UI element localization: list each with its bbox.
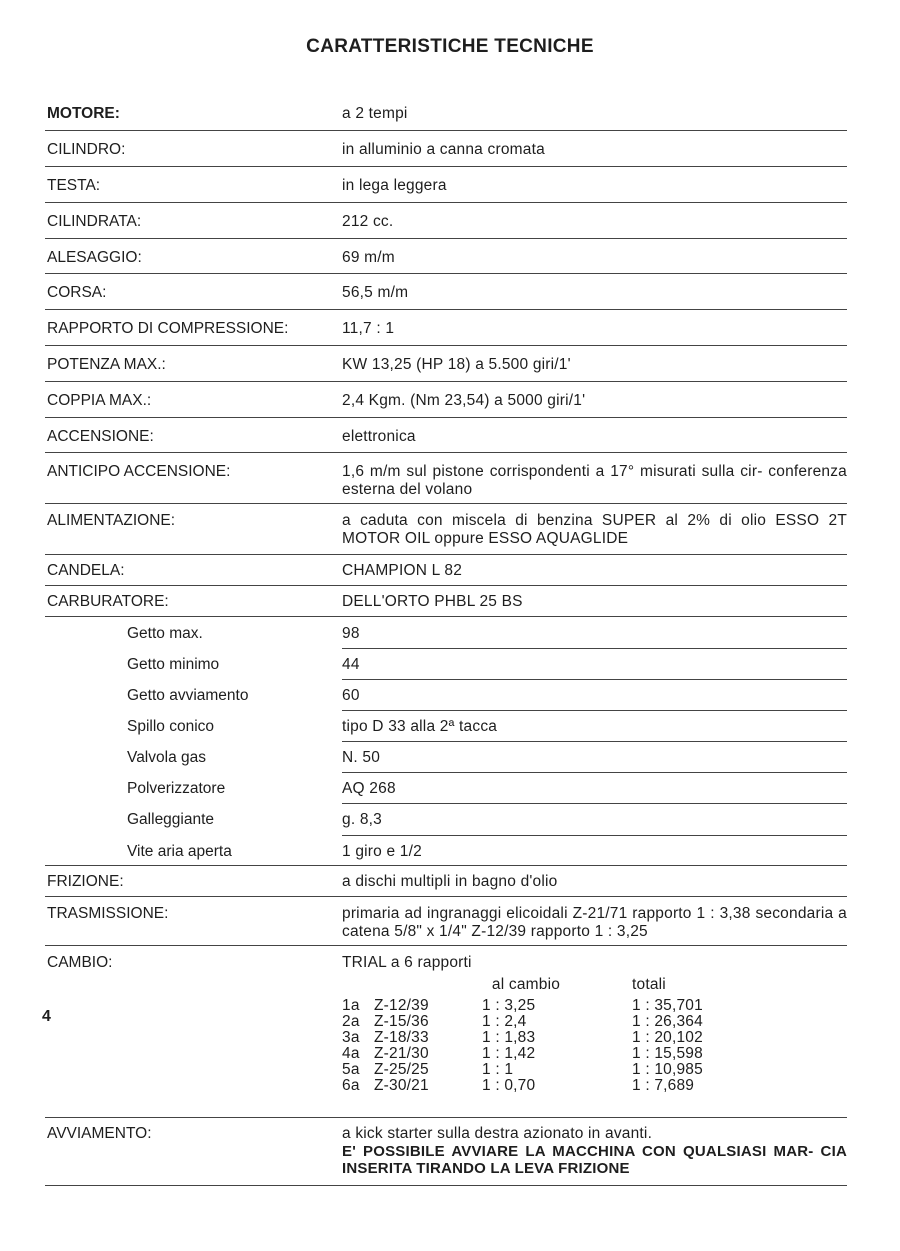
- spec-row: [45, 167, 847, 203]
- spec-label: CILINDRATA:: [47, 213, 142, 230]
- spec-value: 69 m/m: [342, 249, 395, 266]
- gear-teeth: Z-21/30: [374, 1045, 429, 1062]
- gear-row: [342, 998, 847, 1014]
- spec-label: ACCENSIONE:: [47, 428, 154, 445]
- spec-row: [45, 93, 847, 131]
- spec-row: [45, 382, 847, 418]
- spec-value: KW 13,25 (HP 18) a 5.500 giri/1': [342, 356, 571, 373]
- spec-value: a kick starter sulla destra azionato in avanti.: [342, 1125, 653, 1142]
- gear-row: [342, 1062, 847, 1078]
- spec-value: a dischi multipli in bagno d'olio: [342, 873, 558, 890]
- spec-label: Getto minimo: [127, 656, 220, 673]
- spec-value: AQ 268: [342, 780, 847, 804]
- spec-label: CILINDRO:: [47, 141, 126, 158]
- spec-row: [45, 239, 847, 274]
- gearbox-row: [45, 946, 847, 1118]
- spec-label: CAMBIO:: [47, 954, 113, 971]
- gear-total: 1 : 10,985: [632, 1061, 703, 1078]
- spec-label: ALIMENTAZIONE:: [47, 512, 176, 529]
- gear-number: 1a: [342, 997, 360, 1014]
- spec-label: CANDELA:: [47, 562, 125, 579]
- spec-label: FRIZIONE:: [47, 873, 124, 890]
- spec-value: 11,7 : 1: [342, 320, 395, 337]
- gear-number: 6a: [342, 1077, 360, 1094]
- spec-label: TESTA:: [47, 177, 101, 194]
- gear-total: 1 : 7,689: [632, 1077, 695, 1094]
- spec-value: 98: [342, 625, 847, 649]
- spec-row: [45, 897, 847, 946]
- spec-value: a caduta con miscela di benzina SUPER al 2% di olio ESSO 2T MOTOR OIL oppure ESSO AQUAGLIDE: [342, 512, 847, 547]
- spec-row: [45, 710, 847, 741]
- spec-value: 212 cc.: [342, 213, 394, 230]
- spec-value: 44: [342, 656, 847, 680]
- spec-value: CHAMPION L 82: [342, 562, 463, 579]
- gear-number: 5a: [342, 1061, 360, 1078]
- spec-value: a 2 tempi: [342, 105, 408, 122]
- gear-total: 1 : 35,701: [632, 997, 703, 1014]
- spec-row: [45, 803, 847, 835]
- spec-value: in alluminio a canna cromata: [342, 141, 545, 158]
- gearbox-header: [342, 976, 847, 994]
- spec-row: [45, 555, 847, 586]
- gear-row: [342, 1030, 847, 1046]
- spec-value: 56,5 m/m: [342, 284, 409, 301]
- spec-value: DELL'ORTO PHBL 25 BS: [342, 593, 523, 610]
- spec-row: [45, 648, 847, 679]
- gear-number: 3a: [342, 1029, 360, 1046]
- spec-label: POTENZA MAX.:: [47, 356, 166, 373]
- spec-row: [45, 835, 847, 866]
- spec-label: RAPPORTO DI COMPRESSIONE:: [47, 320, 289, 337]
- gear-row: [342, 1078, 847, 1094]
- spec-row: [45, 741, 847, 772]
- gearbox-intro: TRIAL a 6 rapporti: [342, 954, 472, 971]
- gear-list: [342, 998, 847, 1094]
- spec-value: g. 8,3: [342, 811, 847, 836]
- gearbox-block: [342, 954, 847, 1117]
- starting-note: E' POSSIBILE AVVIARE LA MACCHINA CON QUALSIASI MAR- CIA INSERITA TIRANDO LA LEVA FRIZIONE: [342, 1143, 847, 1177]
- spec-row: [45, 453, 847, 504]
- spec-value: N. 50: [342, 749, 847, 773]
- spec-value: 2,4 Kgm. (Nm 23,54) a 5000 giri/1': [342, 392, 586, 409]
- spec-value: 1 giro e 1/2: [342, 843, 422, 860]
- gear-ratio: 1 : 0,70: [482, 1077, 536, 1094]
- spec-row: [45, 1118, 847, 1186]
- spec-row: [45, 310, 847, 346]
- spec-label: Vite aria aperta: [127, 843, 232, 860]
- page-title: CARATTERISTICHE TECNICHE: [306, 36, 594, 57]
- spec-value: tipo D 33 alla 2ª tacca: [342, 718, 847, 742]
- spec-label: AVVIAMENTO:: [47, 1125, 152, 1142]
- gear-number: 4a: [342, 1045, 360, 1062]
- spec-label: Spillo conico: [127, 718, 215, 735]
- gear-row: [342, 1046, 847, 1062]
- spec-label: Polverizzatore: [127, 780, 226, 797]
- spec-label: TRASMISSIONE:: [47, 905, 169, 922]
- spec-row: [45, 274, 847, 310]
- page-number: 4: [42, 1008, 51, 1025]
- gear-number: 2a: [342, 1013, 360, 1030]
- spec-label: Getto avviamento: [127, 687, 249, 704]
- spec-value: elettronica: [342, 428, 416, 445]
- gear-ratio: 1 : 3,25: [482, 997, 536, 1014]
- spec-label: MOTORE:: [47, 105, 120, 122]
- spec-label: Valvola gas: [127, 749, 206, 766]
- spec-label: CORSA:: [47, 284, 107, 301]
- gear-total: 1 : 15,598: [632, 1045, 703, 1062]
- starting-block: [342, 1125, 847, 1185]
- gear-ratio: 1 : 1,83: [482, 1029, 536, 1046]
- gear-teeth: Z-18/33: [374, 1029, 429, 1046]
- spec-label: COPPIA MAX.:: [47, 392, 152, 409]
- gear-ratio: 1 : 2,4: [482, 1013, 527, 1030]
- gear-teeth: Z-12/39: [374, 997, 429, 1014]
- col-totali-header: totali: [632, 976, 666, 993]
- spec-value: in lega leggera: [342, 177, 447, 194]
- col-cambio-header: al cambio: [491, 976, 561, 993]
- spec-row: [45, 679, 847, 710]
- spec-label: ALESAGGIO:: [47, 249, 142, 266]
- gear-teeth: Z-15/36: [374, 1013, 429, 1030]
- spec-row: [45, 866, 847, 897]
- spec-row: [45, 131, 847, 167]
- gear-teeth: Z-30/21: [374, 1077, 429, 1094]
- spec-value: 1,6 m/m sul pistone corrispondenti a 17° misurati sulla cir- conferenza esterna del volano: [342, 463, 847, 498]
- gear-teeth: Z-25/25: [374, 1061, 429, 1078]
- gear-ratio: 1 : 1,42: [482, 1045, 536, 1062]
- spec-row: [45, 772, 847, 803]
- spec-label: Galleggiante: [127, 811, 215, 828]
- spec-row: [45, 346, 847, 382]
- gear-total: 1 : 26,364: [632, 1013, 703, 1030]
- gear-row: [342, 1014, 847, 1030]
- spec-value: primaria ad ingranaggi elicoidali Z-21/71 rapporto 1 : 3,38 secondaria a catena 5/8" x 1/4" Z-12/39 rapporto 1 : 3,25: [342, 905, 847, 940]
- spec-value: 60: [342, 687, 847, 711]
- spec-table: [45, 93, 847, 1186]
- spec-label: ANTICIPO ACCENSIONE:: [47, 463, 231, 480]
- spec-row: [45, 617, 847, 648]
- spec-row: [45, 418, 847, 453]
- spec-row: [45, 586, 847, 617]
- spec-row: [45, 504, 847, 555]
- gear-total: 1 : 20,102: [632, 1029, 703, 1046]
- spec-label: CARBURATORE:: [47, 593, 169, 610]
- gear-ratio: 1 : 1: [482, 1061, 514, 1078]
- spec-row: [45, 203, 847, 239]
- spec-label: Getto max.: [127, 625, 203, 642]
